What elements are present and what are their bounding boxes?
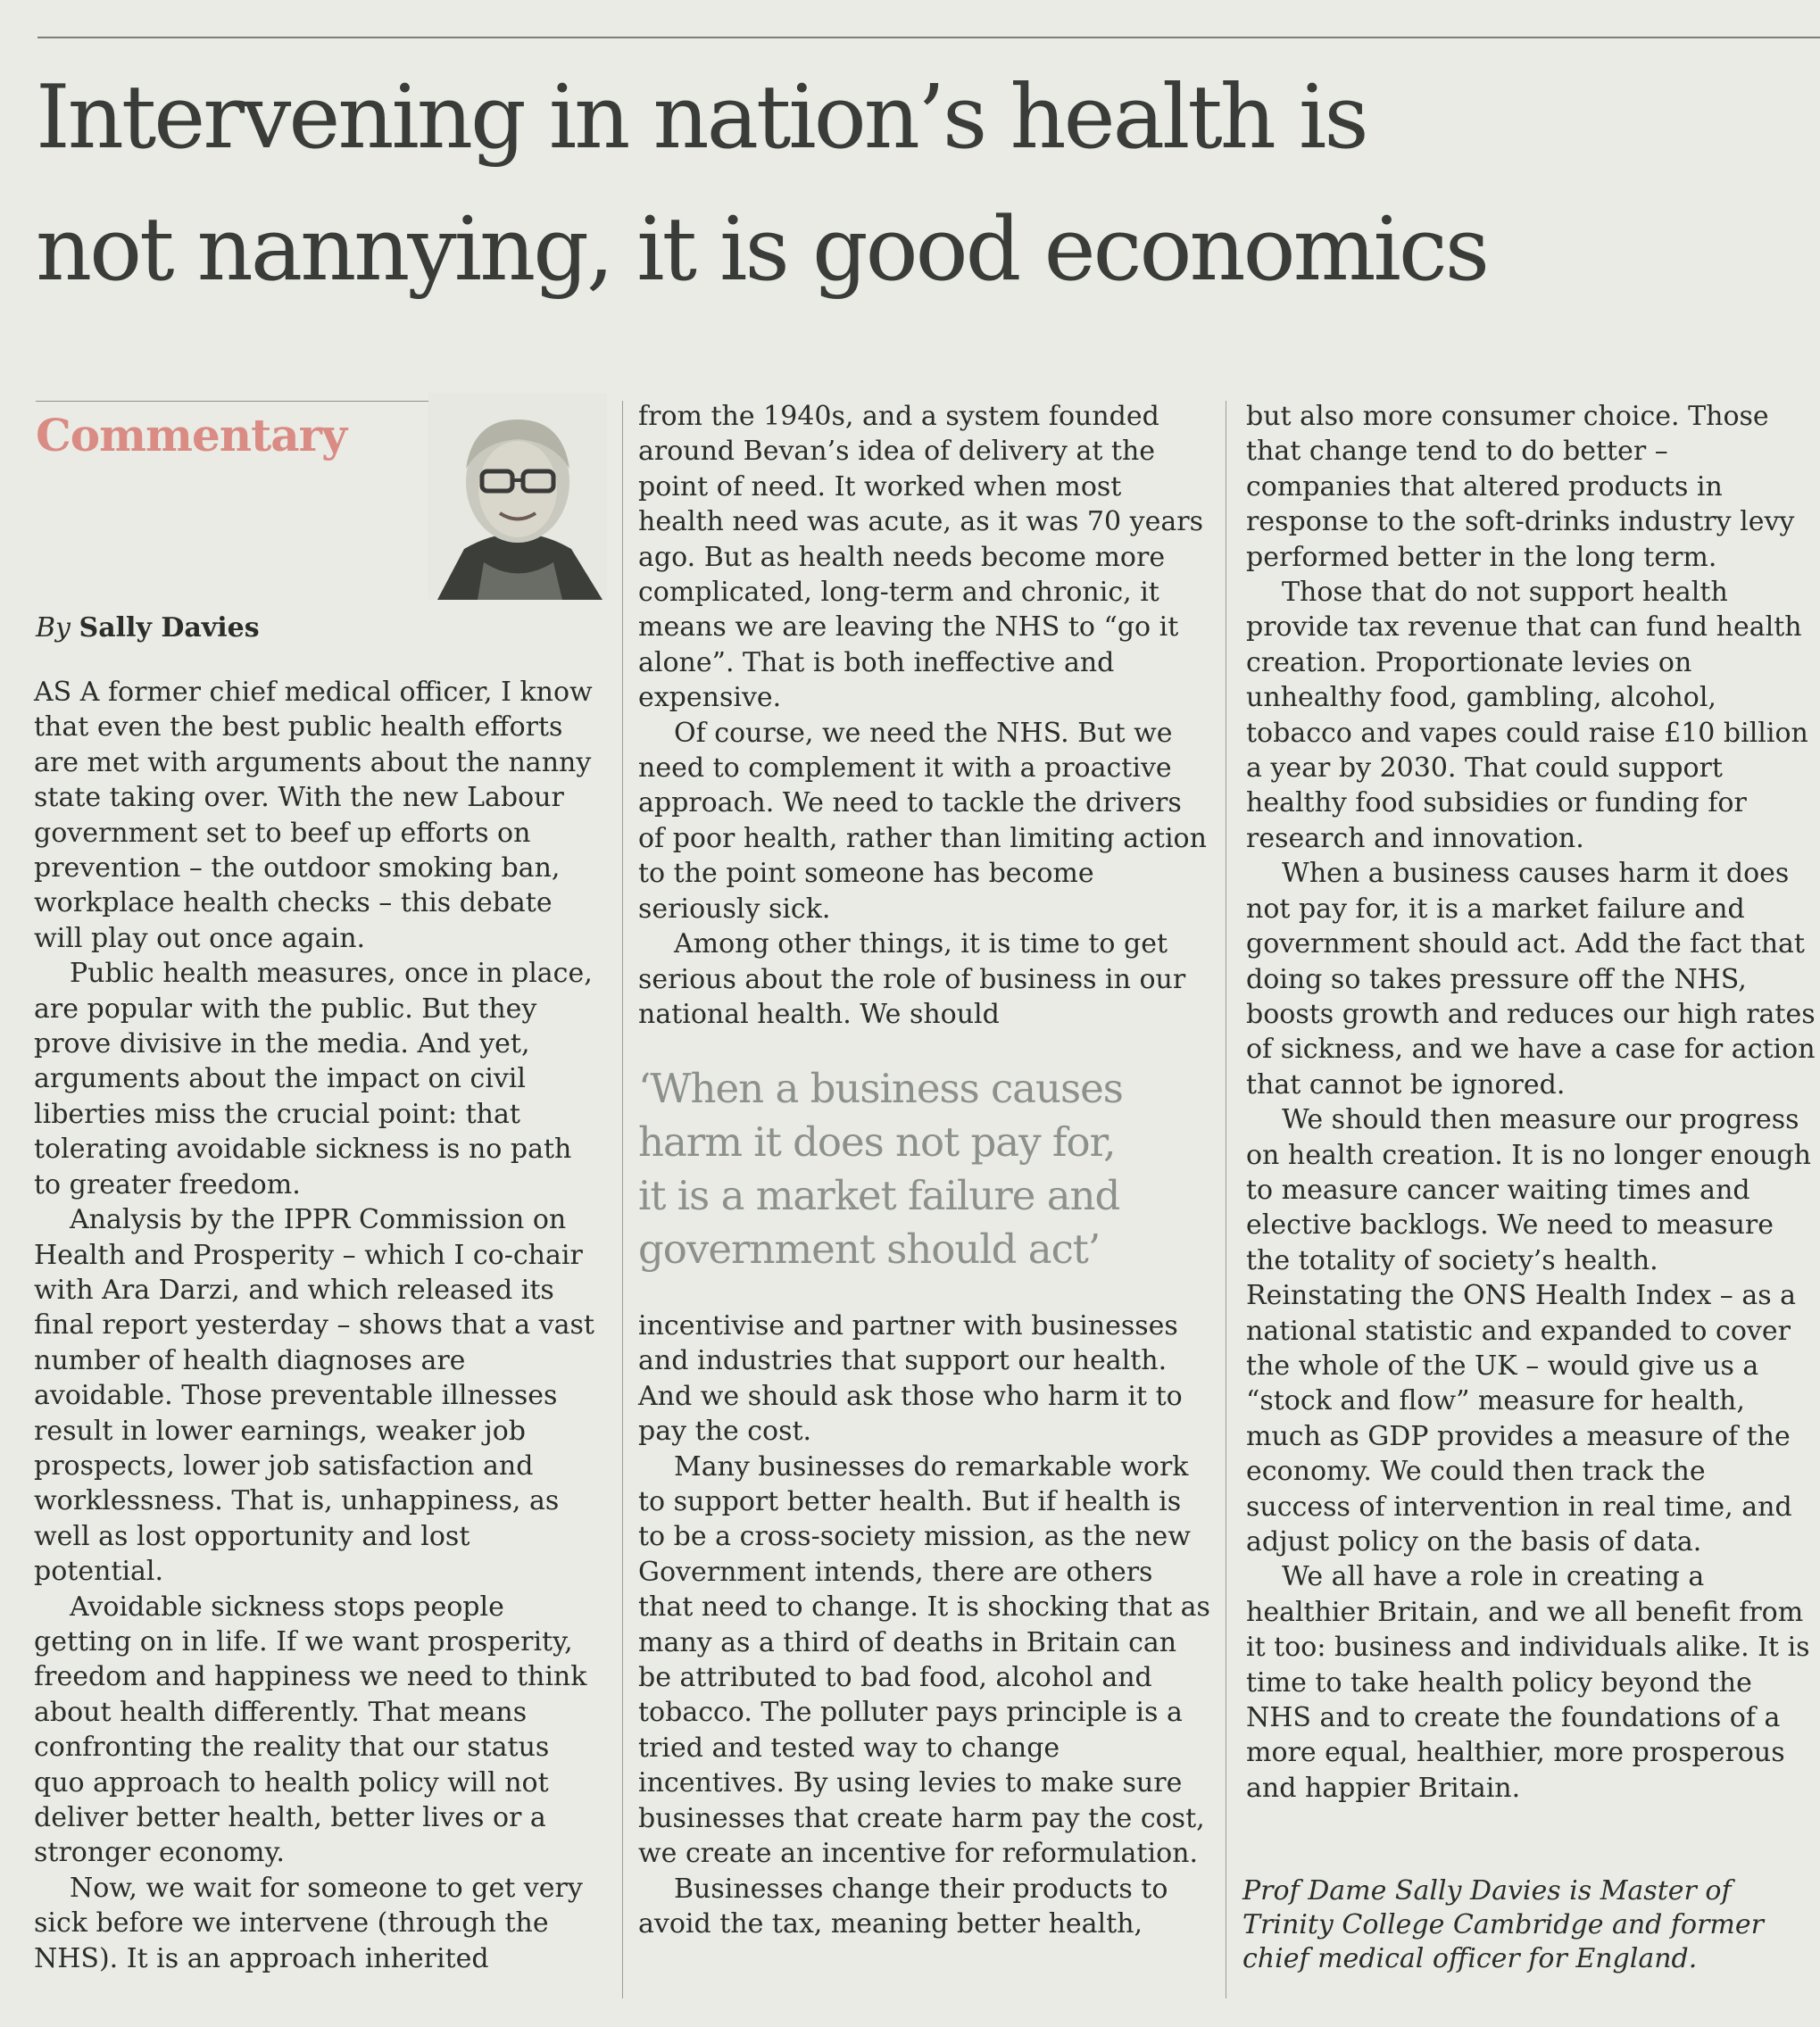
headline-line-1: Intervening in nation’s health is	[36, 67, 1367, 169]
paragraph: but also more consumer choice. Those that change tend to do better – companies that altered products in response to the soft-drinks industry levy performed better in the long term.	[1246, 401, 1795, 573]
paragraph: We all have a role in creating a healthier Britain, and we all benefit from it too: business and individuals alike. It is time to take health policy beyond the NHS and to create the foundations of a more equal, healthier, more prosperous and happier Britain.	[1246, 1561, 1810, 1804]
paragraph: AS A former chief medical officer, I know that even the best public health efforts are met with arguments about the nanny state taking over. With the new Labour government set to beef up efforts on prevention – the outdoor smoking ban, workplace health checks – this debate will play out once again.	[34, 677, 593, 954]
column-2-text-top	[638, 399, 1211, 1032]
paragraph: Analysis by the IPPR Commission on Health and Prosperity – which I co-chair with Ara Darzi, and which released its final report yesterday – shows that a vast number of health diagnoses are avoidable. Those preventable illnesses result in lower earnings, weaker job prospects, lower job satisfaction and worklessness. That is, unhappiness, as well as lost opportunity and lost potential.	[34, 1204, 594, 1588]
paragraph: Avoidable sickness stops people getting on in life. If we want prosperity, freedom and happiness we need to think about health differently. That means confronting the reality that our status quo approach to health policy will not deliver better health, better lives or a stronger economy.	[34, 1591, 587, 1869]
pull-quote-line: ‘When a business causes	[638, 1065, 1123, 1112]
paragraph: Now, we wait for someone to get very sick before we intervene (through the NHS). It is an approach inherited	[34, 1872, 583, 1974]
paragraph: from the 1940s, and a system founded around Bevan’s idea of delivery at the point of need. It worked when most health need was acute, as it was 70 years ago. But as health needs become more complicated, long-term and chronic, it means we are leaving the NHS to “go it alone”. That is both ineffective and expensive.	[638, 401, 1203, 714]
section-kicker: Commentary	[36, 409, 347, 461]
author-bio	[1242, 1874, 1814, 1976]
paragraph: When a business causes harm it does not pay for, it is a market failure and government should act. Add the fact that doing so takes pressure off the NHS, boosts growth and reduces our high rates of sickness, and we have a case for action that cannot be ignored.	[1246, 858, 1816, 1101]
pull-quote-line: government should act’	[638, 1225, 1101, 1273]
top-rule	[37, 37, 1820, 38]
headline-line-2: not nannying, it is good economics	[36, 199, 1488, 301]
paragraph: Of course, we need the NHS. But we need to complement it with a proactive approach. We need to tackle the drivers of poor health, rather than limiting action to the point someone has become seriously sick.	[638, 717, 1207, 925]
column-1-text	[34, 675, 605, 1976]
headline	[36, 52, 1812, 316]
column-2-text-bottom	[638, 1308, 1211, 1941]
paragraph: Public health measures, once in place, are popular with the public. But they prove divisive in the media. And yet, arguments about the impact on civil liberties miss the crucial point: that tolerating avoidable sickness is no path to greater freedom.	[34, 958, 593, 1200]
paragraph: We should then measure our progress on health creation. It is no longer enough to measure cancer waiting times and elective backlogs. We need to measure the totality of society’s health. Reinstating the ONS Health Index – as a national statistic and expanded to cover the whole of the UK – would give us a “stock and flow” measure for health, much as GDP provides a measure of the economy. We could then track the success of intervention in real time, and adjust policy on the basis of data.	[1246, 1104, 1811, 1558]
paragraph: incentivise and partner with businesses and industries that support our health. And we should ask those who harm it to pay the cost.	[638, 1310, 1183, 1448]
byline-prefix: By	[36, 612, 71, 644]
pull-quote-line: it is a market failure and	[638, 1172, 1120, 1219]
paragraph: Many businesses do remarkable work to support better health. But if health is to be a cross-society mission, as the new Government intends, there are others that need to change. It is shocking that as many as a third of deaths in Britain can be attributed to bad food, alcohol and tobacco. The polluter pays principle is a tried and tested way to change incentives. By using levies to make sure businesses that create harm pay the cost, we create an incentive for reformulation.	[638, 1450, 1210, 1870]
paragraph: Those that do not support health provide tax revenue that can fund health creation. Proportionate levies on unhealthy food, gambling, alcohol, tobacco and vapes could raise £10 billion a year by 2030. That could support healthy food subsidies or funding for research and innovation.	[1246, 577, 1808, 854]
column-3-text	[1246, 399, 1817, 1806]
author-bio-line: Prof Dame Sally Davies is Master of	[1242, 1875, 1732, 1907]
pull-quote	[638, 1062, 1211, 1276]
paragraph: Among other things, it is time to get serious about the role of business in our national health. We should	[638, 928, 1186, 1030]
byline	[36, 612, 260, 644]
author-bio-line: Trinity College Cambridge and former	[1242, 1909, 1764, 1940]
column-divider-1	[622, 401, 623, 1998]
author-portrait-icon	[428, 393, 607, 600]
paragraph: Businesses change their products to avoid the tax, meaning better health,	[638, 1873, 1168, 1940]
author-name: Sally Davies	[79, 612, 260, 644]
author-bio-line: chief medical officer for England.	[1242, 1943, 1698, 1974]
pull-quote-line: harm it does not pay for,	[638, 1118, 1116, 1166]
